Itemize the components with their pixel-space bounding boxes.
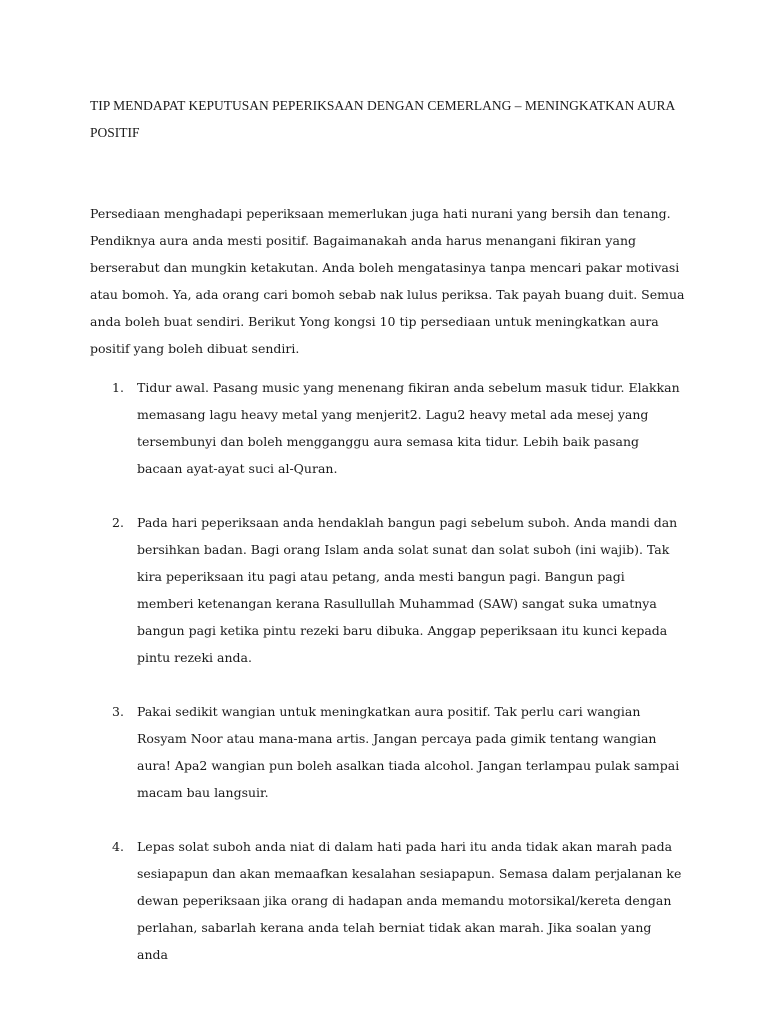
tip-text: Pada hari peperiksaan anda hendaklah bangun pagi sebelum suboh. Anda mandi dan bersihkan badan. Bagi orang Islam anda solat sunat dan solat suboh (ini wajib). Tak kira peperiksaan itu pagi atau petang, anda mesti bangun pagi. Bangun pagi memberi ketenangan kerana Rasullullah Muhammad (SAW) sangat suka umatnya bangun pagi ketika pintu rezeki baru dibuka. Anggap peperiksaan itu kunci kepada pintu rezeki anda. [137, 515, 678, 665]
tip-item-4 [0, 833, 768, 968]
tips-list [0, 374, 768, 995]
intro-paragraph: Persediaan menghadapi peperiksaan memerlukan juga hati nurani yang bersih dan tenang. Pendiknya aura anda mesti positif. Bagaimanakah anda harus menangani fikiran yang berserabut dan mungkin ketakutan. Anda boleh mengatasinya tanpa mencari pakar motivasi atau bomoh. Ya, ada orang cari bomoh sebab nak lulus periksa. Tak payah buang duit. Semua anda boleh buat sendiri. Berikut Yong kongsi 10 tip persediaan untuk meningkatkan aura positif yang boleh dibuat sendiri. [90, 206, 685, 356]
tip-item-3 [0, 698, 768, 806]
tip-number: 1. [112, 380, 124, 395]
tip-item-2 [0, 509, 768, 671]
tip-number: 2. [112, 515, 124, 530]
tip-number: 4. [112, 839, 124, 854]
tip-text: Pakai sedikit wangian untuk meningkatkan aura positif. Tak perlu cari wangian Rosyam Noor atau mana-mana artis. Jangan percaya pada gimik tentang wangian aura! Apa2 wangian pun boleh asalkan tiada alcohol. Jangan terlampau pulak sampai macam bau langsuir. [137, 704, 680, 800]
tip-text: Lepas solat suboh anda niat di dalam hati pada hari itu anda tidak akan marah pada sesiapapun dan akan memaafkan kesalahan sesiapapun. Semasa dalam perjalanan ke dewan peperiksaan jika orang di hadapan anda memandu motorsikal/kereta dengan perlahan, sabarlah kerana anda telah berniat tidak akan marah. Jika soalan yang anda [137, 839, 682, 962]
document-title: TIP MENDAPAT KEPUTUSAN PEPERIKSAAN DENGAN CEMERLANG – MENINGKATKAN AURA POSITIF [90, 98, 675, 140]
tip-item-1 [0, 374, 768, 482]
tip-number: 3. [112, 704, 124, 719]
tip-text: Tidur awal. Pasang music yang menenang fikiran anda sebelum masuk tidur. Elakkan memasang lagu heavy metal yang menjerit2. Lagu2 heavy metal ada mesej yang tersembunyi dan boleh mengganggu aura semasa kita tidur. Lebih baik pasang bacaan ayat-ayat suci al-Quran. [137, 380, 680, 476]
